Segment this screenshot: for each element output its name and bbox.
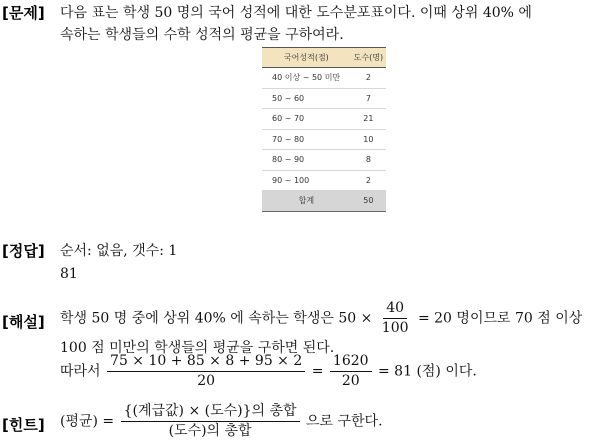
problem-label: [문제] [2, 4, 45, 22]
hint-line [60, 403, 383, 440]
answer-text-line2: 81 [60, 266, 78, 282]
frequency-table [262, 47, 386, 212]
table-total-value: 50 [351, 191, 386, 212]
table-row [262, 109, 386, 130]
answer-label: [정답] [2, 242, 45, 260]
table-cell-count: 2 [351, 68, 386, 89]
table-row [262, 150, 386, 171]
table-row [262, 129, 386, 150]
answer-text-line1: 순서: 없음, 갯수: 1 [60, 243, 178, 259]
explanation-line3-text-a: 따라서 [60, 363, 101, 380]
table-row [262, 68, 386, 89]
table-cell-range: 80 ~ 90 [262, 150, 351, 171]
explanation-line2: 100 점 미만의 학생들의 평균을 구하면 된다. [60, 340, 335, 356]
table-cell-range: 50 ~ 60 [262, 88, 351, 109]
fraction-denominator: 20 [197, 373, 216, 389]
table-total-label: 합계 [262, 191, 351, 212]
explanation-line3 [60, 353, 477, 390]
table-header-row [262, 48, 386, 68]
fraction-numerator: 75 × 10 + 85 × 8 + 95 × 2 [107, 353, 305, 372]
table-cell-range: 60 ~ 70 [262, 109, 351, 130]
problem-text-line1: 다음 표는 학생 50 명의 국어 성적에 대한 도수분포표이다. 이때 상위 40% 에 [60, 5, 532, 21]
explanation-line1 [60, 300, 582, 337]
fraction-denominator: (도수)의 총합 [168, 423, 252, 439]
table-header-score: 국어성적(점) [262, 48, 351, 68]
hint-label: [힌트] [2, 416, 45, 434]
table-cell-range: 70 ~ 80 [262, 129, 351, 150]
explanation-fraction-sum [107, 353, 305, 390]
table-row [262, 88, 386, 109]
table-cell-count: 8 [351, 150, 386, 171]
hint-text-a: (평균) = [60, 413, 115, 430]
problem-text-line2: 속하는 학생들의 수학 성적의 평균을 구하여라. [60, 27, 344, 43]
explanation-fraction-40-100 [379, 300, 412, 337]
explanation-equals: = [311, 363, 324, 380]
table-cell-range: 40 이상 ~ 50 미만 [262, 68, 351, 89]
table-row [262, 170, 386, 191]
table-cell-count: 2 [351, 170, 386, 191]
fraction-numerator: 1620 [330, 353, 372, 372]
table-total-row [262, 191, 386, 212]
table-cell-count: 21 [351, 109, 386, 130]
explanation-line1-text-b: = 20 명이므로 70 점 이상 [417, 310, 583, 327]
explanation-line3-text-b: = 81 (점) 이다. [378, 363, 477, 380]
explanation-fraction-total [330, 353, 372, 390]
explanation-label: [해설] [2, 313, 45, 331]
fraction-numerator: 40 [383, 300, 407, 319]
table-cell-count: 7 [351, 88, 386, 109]
fraction-numerator: {(계급값) × (도수)}의 총합 [121, 403, 300, 422]
table-cell-range: 90 ~ 100 [262, 170, 351, 191]
table-cell-count: 10 [351, 129, 386, 150]
hint-fraction [121, 403, 300, 440]
explanation-line1-text-a: 학생 50 명 중에 상위 40% 에 속하는 학생은 50 × [60, 310, 373, 327]
fraction-denominator: 100 [381, 320, 409, 336]
fraction-denominator: 20 [341, 373, 360, 389]
table-header-count: 도수(명) [351, 48, 386, 68]
hint-text-b: 으로 구한다. [306, 413, 383, 430]
